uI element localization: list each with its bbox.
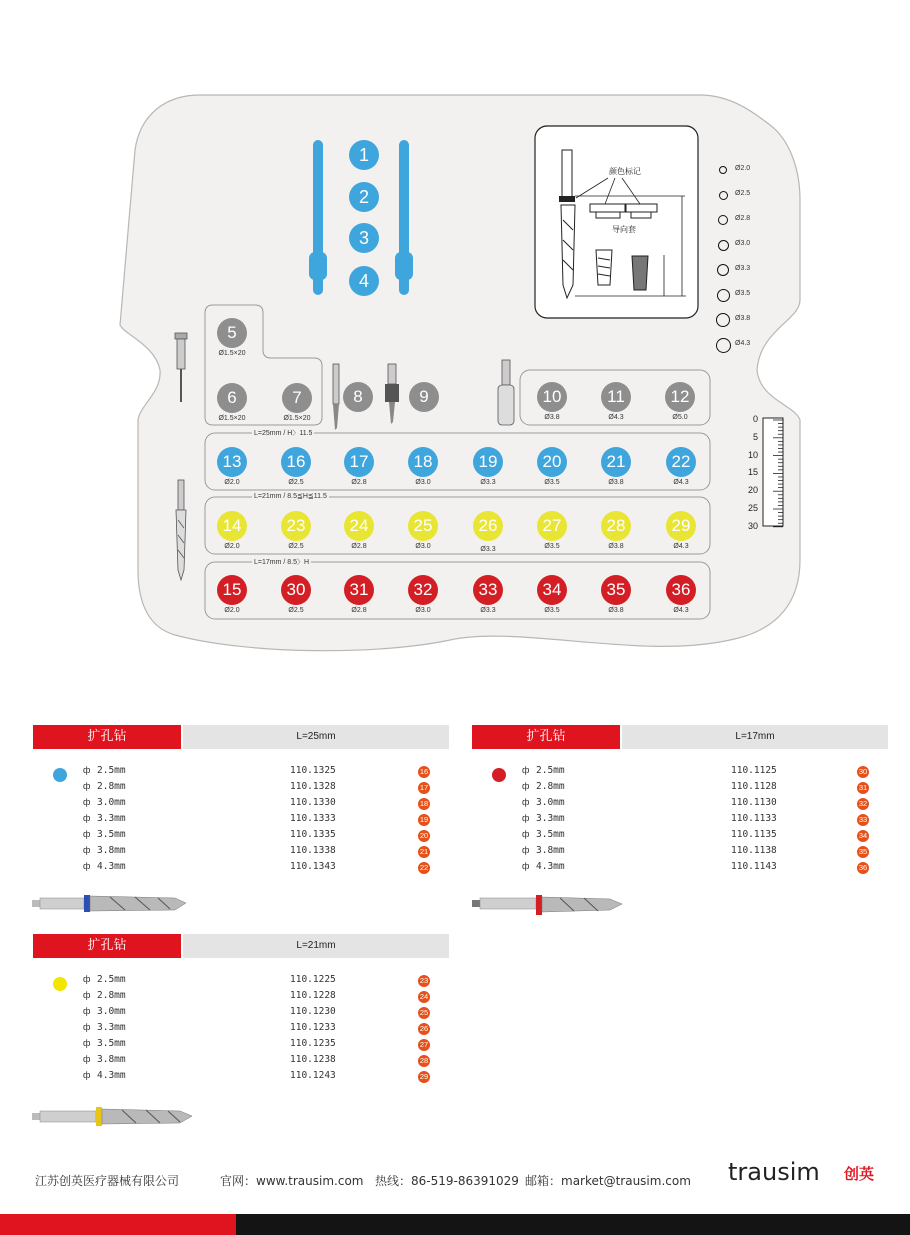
drill-size: 3.5mm [97,1038,126,1049]
spec-row [522,845,910,861]
product-code: 110.1238 [290,1054,336,1065]
drill-size: 2.8mm [97,990,126,1001]
drill-size: 4.3mm [536,861,565,872]
spec-row [83,1022,483,1038]
tray-slot-17-sub: Ø2.8 [351,479,367,486]
product-code: 110.1235 [290,1038,336,1049]
size-ring-label: Ø2.8 [735,215,751,222]
product-code: 110.1330 [290,797,336,808]
diameter-symbol: ф [83,974,91,984]
slot-number-badge: 20 [419,831,429,840]
section-title: 扩孔钻 [33,934,181,958]
tray-slot-29: 29 [666,511,696,541]
drill-size: 2.5mm [97,974,126,985]
tray-slot-27-sub: Ø3.5 [544,543,560,550]
diameter-symbol: ф [83,990,91,1000]
diameter-symbol: ф [83,845,91,855]
diameter-symbol: ф [83,1022,91,1032]
tray-slot-2: 2 [349,182,379,212]
tray-slot-4: 4 [349,266,379,296]
tray-slot-35: 35 [601,575,631,605]
spec-row [83,1006,483,1022]
tray-slot-32: 32 [408,575,438,605]
tray-slot-33: 33 [473,575,503,605]
website-link[interactable]: 官网：www.trausim.com [220,1174,364,1188]
drill-size: 4.3mm [97,861,126,872]
tray-slot-11: 11 [601,382,631,412]
product-code: 110.1233 [290,1022,336,1033]
size-ring [718,215,728,225]
size-ring [719,166,727,174]
diameter-symbol: ф [83,861,91,871]
tray-slot-17: 17 [344,447,374,477]
spec-row [522,861,910,877]
section-title: 扩孔钻 [33,725,181,749]
footer-bar-black [236,1214,910,1235]
tray-slot-14-sub: Ø2.0 [224,543,240,550]
spec-row [83,861,483,877]
diameter-symbol: ф [522,765,530,775]
tray-slot-21: 21 [601,447,631,477]
tray-slot-26-sub: Ø3.3 [480,546,496,553]
tray-slot-13: 13 [217,447,247,477]
diameter-symbol: ф [83,829,91,839]
product-code: 110.1133 [731,813,777,824]
row-red-label: L=17mm / 8.5〉H [254,559,310,566]
product-code: 110.1338 [290,845,336,856]
slot-number-badge: 25 [419,1008,429,1017]
tray-slot-22-sub: Ø4.3 [673,479,689,486]
slot-number-badge: 29 [419,1072,429,1081]
hotline: 热线：86-519-86391029 [375,1174,519,1188]
slot-number-badge: 34 [858,831,868,840]
email-link[interactable]: 邮箱：market@trausim.com [525,1174,691,1188]
section-color-dot [492,768,506,782]
drill-size: 3.0mm [536,797,565,808]
diameter-symbol: ф [522,861,530,871]
tray-slot-24: 24 [344,511,374,541]
drill-size: 3.8mm [97,1054,126,1065]
scale-label: 25 [747,503,758,513]
tray-slot-35-sub: Ø3.8 [608,607,624,614]
product-code: 110.1128 [731,781,777,792]
tray-slot-16: 16 [281,447,311,477]
slot-number-badge: 26 [419,1024,429,1033]
slot-number-badge: 36 [858,863,868,872]
size-ring [717,289,730,302]
spec-row [83,829,483,845]
tray-slot-36: 36 [666,575,696,605]
tray-slot-36-sub: Ø4.3 [673,607,689,614]
tray-slot-13-sub: Ø2.0 [224,479,240,486]
slot-number-badge: 22 [419,863,429,872]
spec-row [83,813,483,829]
tray-slot-32-sub: Ø3.0 [415,607,431,614]
tray-slot-14: 14 [217,511,247,541]
tray-slot-18: 18 [408,447,438,477]
drill-size: 3.3mm [536,813,565,824]
slot-number-badge: 16 [419,767,429,776]
tray-slot-23-sub: Ø2.5 [288,543,304,550]
product-code: 110.1228 [290,990,336,1001]
spec-row [83,765,483,781]
product-code: 110.1230 [290,1006,336,1017]
tray-slot-34: 34 [537,575,567,605]
size-ring-label: Ø3.5 [735,290,751,297]
tray-slot-15-sub: Ø2.0 [224,607,240,614]
tray-slot-26: 26 [473,511,503,541]
spec-row [522,829,910,845]
tray-slot-31: 31 [344,575,374,605]
company-name: 江苏创英医疗器械有限公司 [35,1174,180,1188]
scale-label: 15 [747,467,758,478]
drill-image-17mm [470,892,630,920]
diameter-symbol: ф [522,845,530,855]
slot-number-badge: 28 [419,1056,429,1065]
spec-row [83,990,483,1006]
guide-sleeve-label: 导向套 [612,225,636,234]
spec-row [83,845,483,861]
tray-slot-19: 19 [473,447,503,477]
spec-row [83,1054,483,1070]
size-ring [719,191,728,200]
tray-slot-20-sub: Ø3.5 [544,479,560,486]
tray-slot-22: 22 [666,447,696,477]
tray-slot-15: 15 [217,575,247,605]
brand-logo-cn: 创英 [844,1165,875,1183]
diameter-symbol: ф [83,1038,91,1048]
tray-slot-28-sub: Ø3.8 [608,543,624,550]
product-code: 110.1325 [290,765,336,776]
tray-slot-29-sub: Ø4.3 [673,543,689,550]
drill-size: 4.3mm [97,1070,126,1081]
drill-size: 2.5mm [536,765,565,776]
product-code: 110.1135 [731,829,777,840]
diameter-symbol: ф [83,797,91,807]
size-ring-label: Ø4.3 [735,340,751,347]
spec-row [83,781,483,797]
product-code: 110.1243 [290,1070,336,1081]
diameter-symbol: ф [83,1006,91,1016]
drill-size: 2.5mm [97,765,126,776]
tray-slot-30: 30 [281,575,311,605]
footer-bar-red [0,1214,236,1235]
tray-slot-20: 20 [537,447,567,477]
tray-slot-1: 1 [349,140,379,170]
tray-slot-24-sub: Ø2.8 [351,543,367,550]
diameter-symbol: ф [83,1054,91,1064]
scale-label: 20 [747,485,758,496]
product-code: 110.1143 [731,861,777,872]
scale-label: 10 [747,449,758,460]
tray-slot-12-sub: Ø5.0 [672,414,688,421]
spec-row [522,765,910,781]
size-ring [717,264,729,276]
tray-slot-6: 6 [217,383,247,413]
diameter-symbol: ф [83,781,91,791]
product-code: 110.1138 [731,845,777,856]
slot-number-badge: 32 [858,799,868,808]
slot-number-badge: 30 [858,767,868,776]
size-ring [716,313,730,327]
diameter-symbol: ф [83,813,91,823]
product-code: 110.1333 [290,813,336,824]
tray-slot-7: 7 [282,383,312,413]
tray-slot-10-sub: Ø3.8 [544,414,560,421]
slot-number-badge: 17 [419,783,429,792]
spec-row [83,1038,483,1054]
diameter-symbol: ф [83,1070,91,1080]
tray-slot-18-sub: Ø3.0 [415,479,431,486]
slot-number-badge: 33 [858,815,868,824]
tray-slot-9: 9 [409,382,439,412]
drill-size: 2.8mm [97,781,126,792]
size-ring [716,338,731,353]
slot-number-badge: 27 [419,1040,429,1049]
spec-row [522,781,910,797]
spec-row [83,797,483,813]
tray-slot-5-sub: Ø1.5×20 [218,350,246,357]
product-code: 110.1335 [290,829,336,840]
product-code: 110.1328 [290,781,336,792]
diameter-symbol: ф [522,781,530,791]
section-length: L=21mm [183,934,449,958]
tray-slot-25-sub: Ø3.0 [415,543,431,550]
brand-logo: trausim [728,1158,820,1186]
spec-row [522,797,910,813]
drill-size: 3.8mm [536,845,565,856]
tray-slot-12: 12 [665,382,695,412]
slot-number-badge: 31 [858,783,868,792]
drill-size: 3.5mm [97,829,126,840]
section-length: L=17mm [622,725,888,749]
tray-slot-33-sub: Ø3.3 [480,607,496,614]
tray-slot-3: 3 [349,223,379,253]
product-code: 110.1130 [731,797,777,808]
drill-size: 3.0mm [97,797,126,808]
size-ring-label: Ø2.0 [735,165,751,172]
slot-number-badge: 18 [419,799,429,808]
scale-label: 0 [752,414,758,424]
drill-size: 3.5mm [536,829,565,840]
color-mark-label: 颜色标记 [609,167,641,176]
spec-row [83,974,483,990]
drill-size: 3.0mm [97,1006,126,1017]
size-ring [718,240,729,251]
row-blue-label: L=25mm / H〉11.5 [254,430,313,437]
size-ring-label: Ø3.8 [735,315,751,322]
tray-slot-19-sub: Ø3.3 [480,479,496,486]
tray-slot-27: 27 [537,511,567,541]
slot-number-badge: 21 [419,847,429,856]
diameter-symbol: ф [522,813,530,823]
tray-slot-21-sub: Ø3.8 [608,479,624,486]
tray-slot-30-sub: Ø2.5 [288,607,304,614]
tray-slot-7-sub: Ø1.5×20 [283,415,311,422]
drill-size: 3.8mm [97,845,126,856]
product-code: 110.1225 [290,974,336,985]
diameter-symbol: ф [522,829,530,839]
tray-slot-8: 8 [343,382,373,412]
spec-row [522,813,910,829]
tray-slot-11-sub: Ø4.3 [608,414,624,421]
diameter-symbol: ф [83,765,91,775]
tray-slot-5: 5 [217,318,247,348]
tray-slot-6-sub: Ø1.5×20 [218,415,246,422]
diameter-symbol: ф [522,797,530,807]
slot-number-badge: 24 [419,992,429,1001]
scale-label: 30 [747,520,758,531]
size-ring-label: Ø3.3 [735,265,751,272]
drill-image-21mm [30,1103,195,1131]
tray-slot-10: 10 [537,382,567,412]
slot-number-badge: 35 [858,847,868,856]
product-code: 110.1343 [290,861,336,872]
spec-row [83,1070,483,1086]
tray-slot-34-sub: Ø3.5 [544,607,560,614]
drill-size: 2.8mm [536,781,565,792]
scale-label: 5 [752,431,758,442]
section-length: L=25mm [183,725,449,749]
tray-slot-25: 25 [408,511,438,541]
size-ring-label: Ø3.0 [735,240,751,247]
tray-slot-16-sub: Ø2.5 [288,479,304,486]
section-color-dot [53,768,67,782]
tray-slot-31-sub: Ø2.8 [351,607,367,614]
section-color-dot [53,977,67,991]
row-yellow-label: L=21mm / 8.5≦H≦11.5 [254,493,327,500]
size-ring-label: Ø2.5 [735,190,751,197]
drill-size: 3.3mm [97,1022,126,1033]
slot-number-badge: 23 [419,976,429,985]
drill-image-25mm [30,890,190,918]
tray-slot-23: 23 [281,511,311,541]
slot-number-badge: 19 [419,815,429,824]
section-title: 扩孔钻 [472,725,620,749]
tray-slot-28: 28 [601,511,631,541]
drill-size: 3.3mm [97,813,126,824]
product-code: 110.1125 [731,765,777,776]
